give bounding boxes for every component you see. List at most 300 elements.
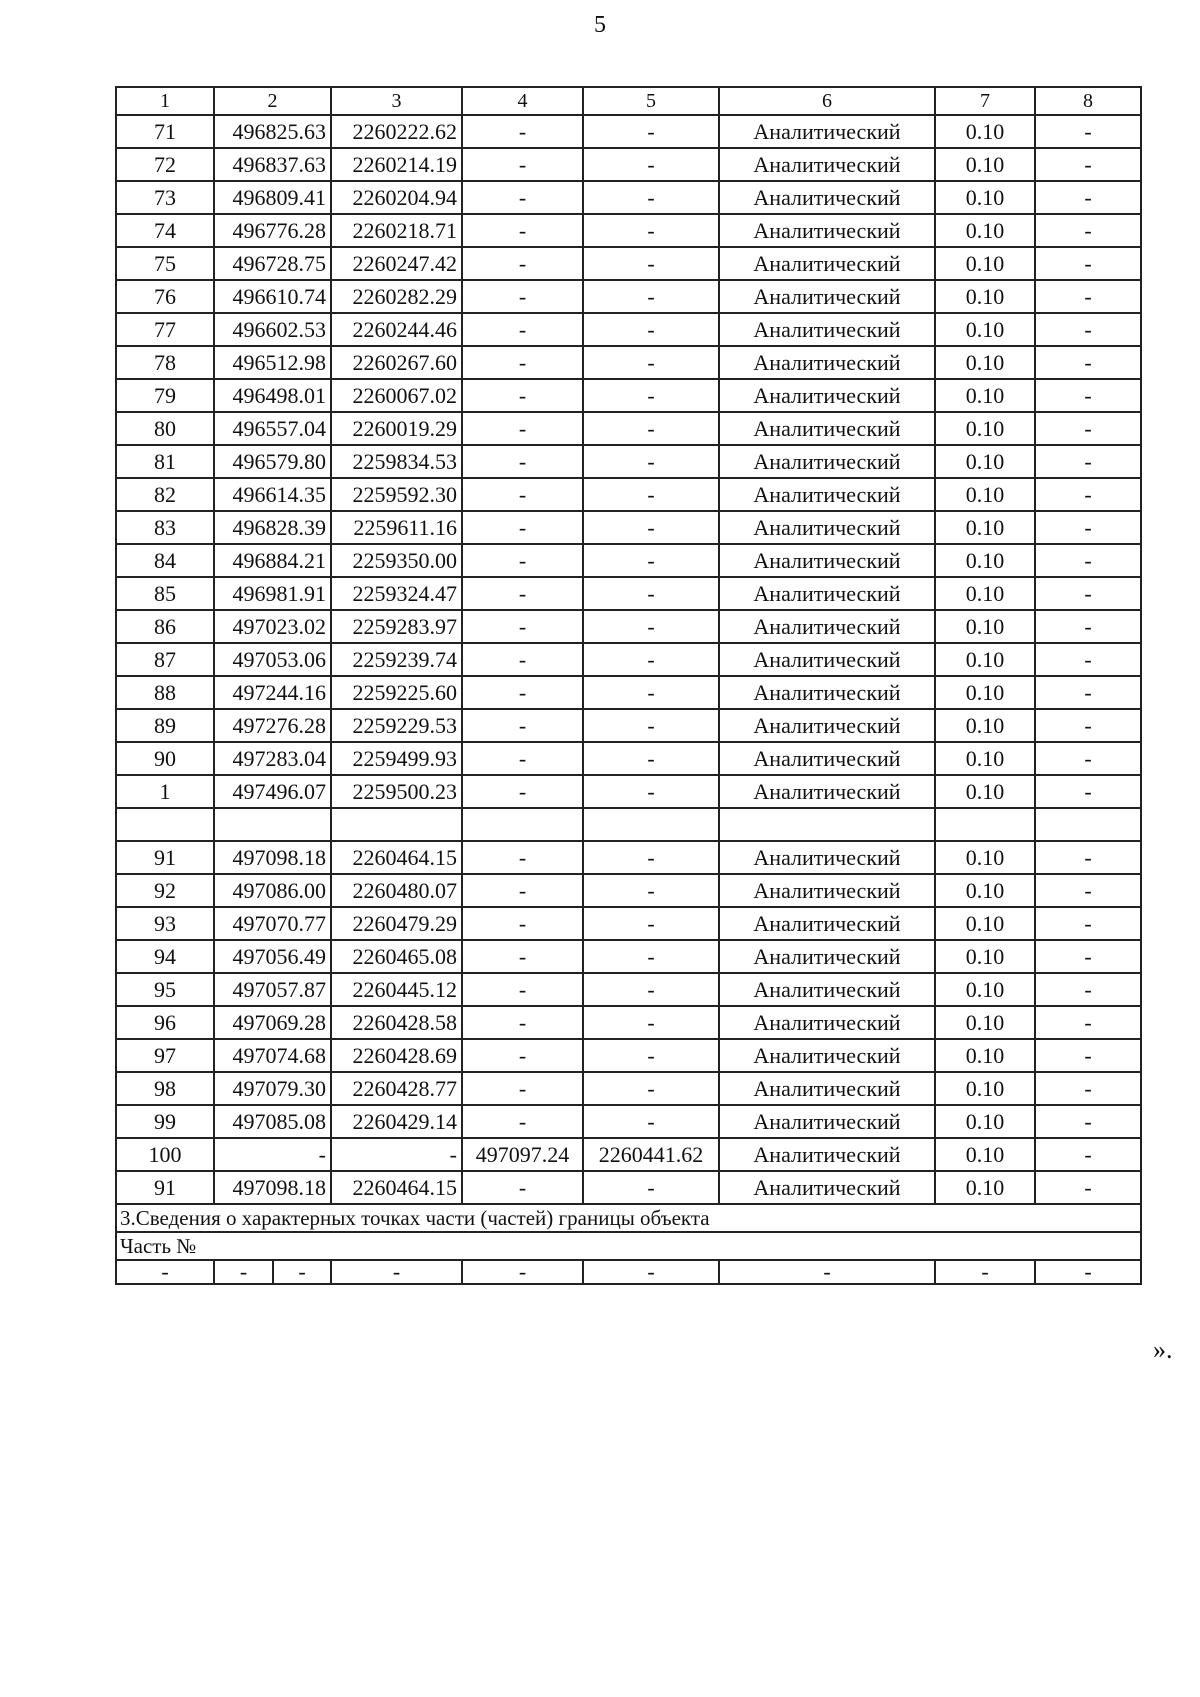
cell-new-coord-x: -: [462, 445, 583, 478]
cell-coord-y: 2260218.71: [331, 214, 462, 247]
cell-new-coord-x: -: [462, 1105, 583, 1138]
cell-coord-y: 2260214.19: [331, 148, 462, 181]
cell-method: Аналитический: [719, 511, 935, 544]
cell-point-number: 91: [116, 1171, 214, 1204]
cell-point-number: 100: [116, 1138, 214, 1171]
blank-separator-row: [116, 808, 1141, 841]
cell-accuracy: 0.10: [935, 676, 1035, 709]
cell-accuracy: 0.10: [935, 1105, 1035, 1138]
cell-description: -: [1035, 1138, 1141, 1171]
table-row: [116, 775, 1141, 808]
cell-new-coord-x: -: [462, 280, 583, 313]
cell-accuracy: 0.10: [935, 709, 1035, 742]
cell-method: Аналитический: [719, 775, 935, 808]
empty-cell: [1035, 808, 1141, 841]
cell-coord-x: 497244.16: [214, 676, 331, 709]
header-cell: 8: [1035, 87, 1141, 115]
cell-method: Аналитический: [719, 313, 935, 346]
cell-point-number: 71: [116, 115, 214, 148]
cell-new-coord-y: -: [583, 214, 719, 247]
cell-accuracy: 0.10: [935, 280, 1035, 313]
table-row: [116, 181, 1141, 214]
cell-point-number: 78: [116, 346, 214, 379]
cell-point-number: 82: [116, 478, 214, 511]
cell-point-number: 74: [116, 214, 214, 247]
cell-method: Аналитический: [719, 577, 935, 610]
cell-coord-x: 497098.18: [214, 841, 331, 874]
cell-accuracy: 0.10: [935, 841, 1035, 874]
cell-point-number: 85: [116, 577, 214, 610]
cell-accuracy: 0.10: [935, 973, 1035, 1006]
table-row: [116, 940, 1141, 973]
cell-new-coord-y: -: [583, 181, 719, 214]
cell-method: Аналитический: [719, 742, 935, 775]
cell-description: -: [1035, 775, 1141, 808]
cell-accuracy: 0.10: [935, 907, 1035, 940]
cell-new-coord-x: -: [462, 907, 583, 940]
cell-coord-x: 496602.53: [214, 313, 331, 346]
cell-new-coord-x: -: [462, 313, 583, 346]
cell-coord-y: 2260479.29: [331, 907, 462, 940]
table-row: [116, 742, 1141, 775]
cell-coord-y: 2260465.08: [331, 940, 462, 973]
cell-accuracy: 0.10: [935, 775, 1035, 808]
cell-point-number: 96: [116, 1006, 214, 1039]
cell-point-number: 83: [116, 511, 214, 544]
cell-accuracy: 0.10: [935, 148, 1035, 181]
cell-accuracy: 0.10: [935, 346, 1035, 379]
cell-point-number: 97: [116, 1039, 214, 1072]
cell-coord-x: 496614.35: [214, 478, 331, 511]
cell-coord-y: 2260428.69: [331, 1039, 462, 1072]
cell-method: Аналитический: [719, 841, 935, 874]
cell-point-number: 92: [116, 874, 214, 907]
cell-new-coord-y: -: [583, 643, 719, 676]
cell-method: Аналитический: [719, 1072, 935, 1105]
cell-accuracy: 0.10: [935, 1138, 1035, 1171]
cell-coord-y: 2259225.60: [331, 676, 462, 709]
cell-point-number: 87: [116, 643, 214, 676]
cell-coord-x: 496579.80: [214, 445, 331, 478]
cell-accuracy: 0.10: [935, 1072, 1035, 1105]
cell-new-coord-x: -: [462, 478, 583, 511]
cell-new-coord-x: -: [462, 148, 583, 181]
cell-new-coord-y: -: [583, 907, 719, 940]
empty-cell: [116, 808, 214, 841]
empty-cell: [583, 808, 719, 841]
cell-method: Аналитический: [719, 610, 935, 643]
table-body: [116, 87, 1141, 1284]
cell-description: -: [1035, 247, 1141, 280]
cell-coord-x: 496828.39: [214, 511, 331, 544]
cell-new-coord-x: -: [462, 610, 583, 643]
cell-new-coord-y: -: [583, 280, 719, 313]
cell-point-number: 77: [116, 313, 214, 346]
cell-method: Аналитический: [719, 478, 935, 511]
table-row: [116, 346, 1141, 379]
cell-coord-y: 2260464.15: [331, 1171, 462, 1204]
table-row: [116, 148, 1141, 181]
cell-coord-x: 496825.63: [214, 115, 331, 148]
cell-description: -: [1035, 1072, 1141, 1105]
cell-point-number: 79: [116, 379, 214, 412]
cell-coord-x: 497085.08: [214, 1105, 331, 1138]
cell-description: -: [1035, 610, 1141, 643]
cell-new-coord-x: -: [462, 1171, 583, 1204]
cell-method: Аналитический: [719, 874, 935, 907]
cell-coord-x: 497069.28: [214, 1006, 331, 1039]
table-row: [116, 643, 1141, 676]
cell-new-coord-x: -: [462, 379, 583, 412]
cell-coord-y: -: [331, 1138, 462, 1171]
empty-cell: [214, 808, 331, 841]
cell-coord-y: 2260429.14: [331, 1105, 462, 1138]
header-cell: 4: [462, 87, 583, 115]
cell-accuracy: 0.10: [935, 1171, 1035, 1204]
cell-coord-y: 2259834.53: [331, 445, 462, 478]
cell-coord-x: 497496.07: [214, 775, 331, 808]
cell-coord-x: 496512.98: [214, 346, 331, 379]
cell-coord-x: 497070.77: [214, 907, 331, 940]
cell-point-number: 75: [116, 247, 214, 280]
cell-accuracy: 0.10: [935, 874, 1035, 907]
cell-method: Аналитический: [719, 544, 935, 577]
cell-coord-x: 496837.63: [214, 148, 331, 181]
cell-new-coord-x: -: [462, 874, 583, 907]
cell-accuracy: 0.10: [935, 412, 1035, 445]
table-row: [116, 676, 1141, 709]
cell-new-coord-x: -: [462, 346, 583, 379]
cell-description: -: [1035, 1006, 1141, 1039]
dash-cell: -: [935, 1260, 1035, 1284]
cell-description: -: [1035, 973, 1141, 1006]
cell-method: Аналитический: [719, 1171, 935, 1204]
cell-point-number: 73: [116, 181, 214, 214]
cell-new-coord-x: -: [462, 709, 583, 742]
header-cell: 1: [116, 87, 214, 115]
cell-new-coord-x: -: [462, 940, 583, 973]
cell-new-coord-y: -: [583, 742, 719, 775]
cell-accuracy: 0.10: [935, 379, 1035, 412]
cell-accuracy: 0.10: [935, 478, 1035, 511]
cell-coord-y: 2260480.07: [331, 874, 462, 907]
cell-coord-y: 2260247.42: [331, 247, 462, 280]
cell-point-number: 72: [116, 148, 214, 181]
cell-new-coord-y: -: [583, 412, 719, 445]
cell-coord-y: 2259592.30: [331, 478, 462, 511]
coordinates-table: [115, 86, 1142, 1285]
cell-new-coord-y: -: [583, 676, 719, 709]
cell-accuracy: 0.10: [935, 214, 1035, 247]
cell-method: Аналитический: [719, 709, 935, 742]
cell-point-number: 81: [116, 445, 214, 478]
dash-cell: -: [1035, 1260, 1141, 1284]
cell-new-coord-y: -: [583, 1105, 719, 1138]
cell-coord-x: 497023.02: [214, 610, 331, 643]
cell-method: Аналитический: [719, 643, 935, 676]
header-cell: 3: [331, 87, 462, 115]
cell-new-coord-y: -: [583, 874, 719, 907]
cell-description: -: [1035, 181, 1141, 214]
cell-coord-y: 2260204.94: [331, 181, 462, 214]
cell-method: Аналитический: [719, 247, 935, 280]
cell-method: Аналитический: [719, 1138, 935, 1171]
cell-accuracy: 0.10: [935, 115, 1035, 148]
cell-new-coord-y: -: [583, 346, 719, 379]
cell-accuracy: 0.10: [935, 247, 1035, 280]
cell-accuracy: 0.10: [935, 742, 1035, 775]
cell-new-coord-y: -: [583, 478, 719, 511]
cell-method: Аналитический: [719, 346, 935, 379]
cell-description: -: [1035, 643, 1141, 676]
cell-new-coord-x: -: [462, 115, 583, 148]
page-number: 5: [594, 12, 606, 38]
empty-cell: [462, 808, 583, 841]
cell-method: Аналитический: [719, 1006, 935, 1039]
cell-coord-x: 497057.87: [214, 973, 331, 1006]
dash-cell: -: [462, 1260, 583, 1284]
table-row: [116, 709, 1141, 742]
cell-description: -: [1035, 841, 1141, 874]
table-row: [116, 907, 1141, 940]
cell-description: -: [1035, 676, 1141, 709]
cell-coord-x: 496557.04: [214, 412, 331, 445]
cell-new-coord-x: -: [462, 1006, 583, 1039]
cell-coord-y: 2259239.74: [331, 643, 462, 676]
cell-coord-x: 496498.01: [214, 379, 331, 412]
cell-new-coord-x: -: [462, 643, 583, 676]
cell-new-coord-y: -: [583, 841, 719, 874]
header-cell: 6: [719, 87, 935, 115]
cell-new-coord-x: -: [462, 247, 583, 280]
cell-point-number: 93: [116, 907, 214, 940]
cell-new-coord-y: -: [583, 775, 719, 808]
dash-cell: -: [583, 1260, 719, 1284]
cell-coord-y: 2260244.46: [331, 313, 462, 346]
cell-method: Аналитический: [719, 214, 935, 247]
cell-new-coord-y: -: [583, 115, 719, 148]
cell-new-coord-y: -: [583, 313, 719, 346]
cell-new-coord-y: -: [583, 1171, 719, 1204]
cell-accuracy: 0.10: [935, 445, 1035, 478]
cell-description: -: [1035, 280, 1141, 313]
part-label-row: [116, 1232, 1141, 1260]
cell-coord-x: 496728.75: [214, 247, 331, 280]
cell-new-coord-x: -: [462, 775, 583, 808]
cell-description: -: [1035, 1039, 1141, 1072]
cell-method: Аналитический: [719, 676, 935, 709]
cell-coord-x: 497098.18: [214, 1171, 331, 1204]
cell-description: -: [1035, 412, 1141, 445]
cell-method: Аналитический: [719, 412, 935, 445]
cell-point-number: 84: [116, 544, 214, 577]
cell-coord-y: 2260428.58: [331, 1006, 462, 1039]
cell-coord-y: 2260222.62: [331, 115, 462, 148]
table-row: [116, 379, 1141, 412]
cell-coord-x: 497086.00: [214, 874, 331, 907]
cell-coord-y: 2259283.97: [331, 610, 462, 643]
cell-new-coord-y: -: [583, 1006, 719, 1039]
cell-new-coord-x: -: [462, 742, 583, 775]
header-cell: 7: [935, 87, 1035, 115]
cell-point-number: 95: [116, 973, 214, 1006]
cell-new-coord-x: -: [462, 214, 583, 247]
cell-method: Аналитический: [719, 148, 935, 181]
table-row: [116, 544, 1141, 577]
cell-coord-x: 497074.68: [214, 1039, 331, 1072]
cell-coord-x: 497079.30: [214, 1072, 331, 1105]
cell-description: -: [1035, 544, 1141, 577]
dash-cell: -: [214, 1260, 273, 1284]
table-row: [116, 280, 1141, 313]
cell-description: -: [1035, 478, 1141, 511]
cell-coord-y: 2260464.15: [331, 841, 462, 874]
table-row: [116, 115, 1141, 148]
cell-coord-x: 497283.04: [214, 742, 331, 775]
cell-description: -: [1035, 742, 1141, 775]
cell-point-number: 86: [116, 610, 214, 643]
cell-new-coord-x: -: [462, 1039, 583, 1072]
header-cell: 5: [583, 87, 719, 115]
cell-coord-y: 2260445.12: [331, 973, 462, 1006]
cell-new-coord-y: -: [583, 709, 719, 742]
cell-new-coord-y: -: [583, 544, 719, 577]
cell-new-coord-x: -: [462, 1072, 583, 1105]
table-row: [116, 1072, 1141, 1105]
cell-coord-x: 497053.06: [214, 643, 331, 676]
cell-point-number: 94: [116, 940, 214, 973]
table-row: [116, 445, 1141, 478]
cell-new-coord-y: -: [583, 973, 719, 1006]
cell-new-coord-y: -: [583, 610, 719, 643]
table-row: [116, 610, 1141, 643]
cell-new-coord-y: -: [583, 1039, 719, 1072]
cell-point-number: 99: [116, 1105, 214, 1138]
cell-coord-x: 496884.21: [214, 544, 331, 577]
cell-accuracy: 0.10: [935, 1006, 1035, 1039]
cell-coord-x: 497276.28: [214, 709, 331, 742]
cell-method: Аналитический: [719, 1105, 935, 1138]
cell-coord-x: 496809.41: [214, 181, 331, 214]
cell-accuracy: 0.10: [935, 610, 1035, 643]
cell-new-coord-y: -: [583, 577, 719, 610]
cell-new-coord-y: -: [583, 1072, 719, 1105]
cell-description: -: [1035, 940, 1141, 973]
cell-new-coord-y: -: [583, 247, 719, 280]
cell-accuracy: 0.10: [935, 544, 1035, 577]
cell-method: Аналитический: [719, 1039, 935, 1072]
cell-coord-y: 2259229.53: [331, 709, 462, 742]
table-row: [116, 214, 1141, 247]
cell-coord-y: 2259611.16: [331, 511, 462, 544]
table-row: [116, 412, 1141, 445]
cell-description: -: [1035, 445, 1141, 478]
cell-description: -: [1035, 577, 1141, 610]
cell-point-number: 88: [116, 676, 214, 709]
empty-cell: [331, 808, 462, 841]
cell-new-coord-x: -: [462, 544, 583, 577]
cell-accuracy: 0.10: [935, 577, 1035, 610]
cell-method: Аналитический: [719, 907, 935, 940]
cell-description: -: [1035, 214, 1141, 247]
cell-coord-y: 2260067.02: [331, 379, 462, 412]
cell-coord-y: 2260019.29: [331, 412, 462, 445]
part-label: Часть №: [116, 1232, 1141, 1260]
cell-coord-y: 2259499.93: [331, 742, 462, 775]
table-row: [116, 1138, 1141, 1171]
table-row: [116, 1171, 1141, 1204]
dash-cell: -: [719, 1260, 935, 1284]
cell-method: Аналитический: [719, 445, 935, 478]
table-row: [116, 874, 1141, 907]
empty-cell: [719, 808, 935, 841]
closing-quote-mark: ».: [1153, 1335, 1173, 1364]
cell-point-number: 91: [116, 841, 214, 874]
cell-coord-y: 2259324.47: [331, 577, 462, 610]
cell-new-coord-y: -: [583, 445, 719, 478]
cell-description: -: [1035, 115, 1141, 148]
header-row: [116, 87, 1141, 115]
cell-description: -: [1035, 874, 1141, 907]
section-3-row: [116, 1204, 1141, 1232]
section-3-title: 3.Сведения о характерных точках части (частей) границы объекта: [116, 1204, 1141, 1232]
cell-point-number: 90: [116, 742, 214, 775]
table-row: [116, 1006, 1141, 1039]
cell-description: -: [1035, 379, 1141, 412]
cell-description: -: [1035, 709, 1141, 742]
final-dash-row: [116, 1260, 1141, 1284]
cell-accuracy: 0.10: [935, 940, 1035, 973]
cell-new-coord-y: -: [583, 511, 719, 544]
table-row: [116, 1105, 1141, 1138]
cell-method: Аналитический: [719, 181, 935, 214]
cell-method: Аналитический: [719, 973, 935, 1006]
cell-new-coord-y: 2260441.62: [583, 1138, 719, 1171]
cell-new-coord-x: -: [462, 412, 583, 445]
cell-point-number: 89: [116, 709, 214, 742]
cell-accuracy: 0.10: [935, 643, 1035, 676]
cell-description: -: [1035, 313, 1141, 346]
cell-coord-y: 2260267.60: [331, 346, 462, 379]
header-cell: 2: [214, 87, 331, 115]
dash-cell: -: [116, 1260, 214, 1284]
cell-description: -: [1035, 1105, 1141, 1138]
cell-method: Аналитический: [719, 379, 935, 412]
cell-new-coord-x: 497097.24: [462, 1138, 583, 1171]
dash-cell: -: [331, 1260, 462, 1284]
table-row: [116, 841, 1141, 874]
coordinates-table-container: [115, 86, 1140, 1285]
cell-point-number: 98: [116, 1072, 214, 1105]
cell-accuracy: 0.10: [935, 313, 1035, 346]
cell-method: Аналитический: [719, 280, 935, 313]
cell-coord-y: 2260428.77: [331, 1072, 462, 1105]
cell-accuracy: 0.10: [935, 1039, 1035, 1072]
cell-new-coord-x: -: [462, 841, 583, 874]
cell-new-coord-y: -: [583, 148, 719, 181]
dash-cell: -: [273, 1260, 331, 1284]
cell-coord-y: 2259350.00: [331, 544, 462, 577]
cell-coord-y: 2259500.23: [331, 775, 462, 808]
table-row: [116, 1039, 1141, 1072]
cell-point-number: 80: [116, 412, 214, 445]
cell-new-coord-y: -: [583, 379, 719, 412]
cell-description: -: [1035, 346, 1141, 379]
table-row: [116, 247, 1141, 280]
cell-description: -: [1035, 907, 1141, 940]
cell-point-number: 76: [116, 280, 214, 313]
cell-accuracy: 0.10: [935, 181, 1035, 214]
